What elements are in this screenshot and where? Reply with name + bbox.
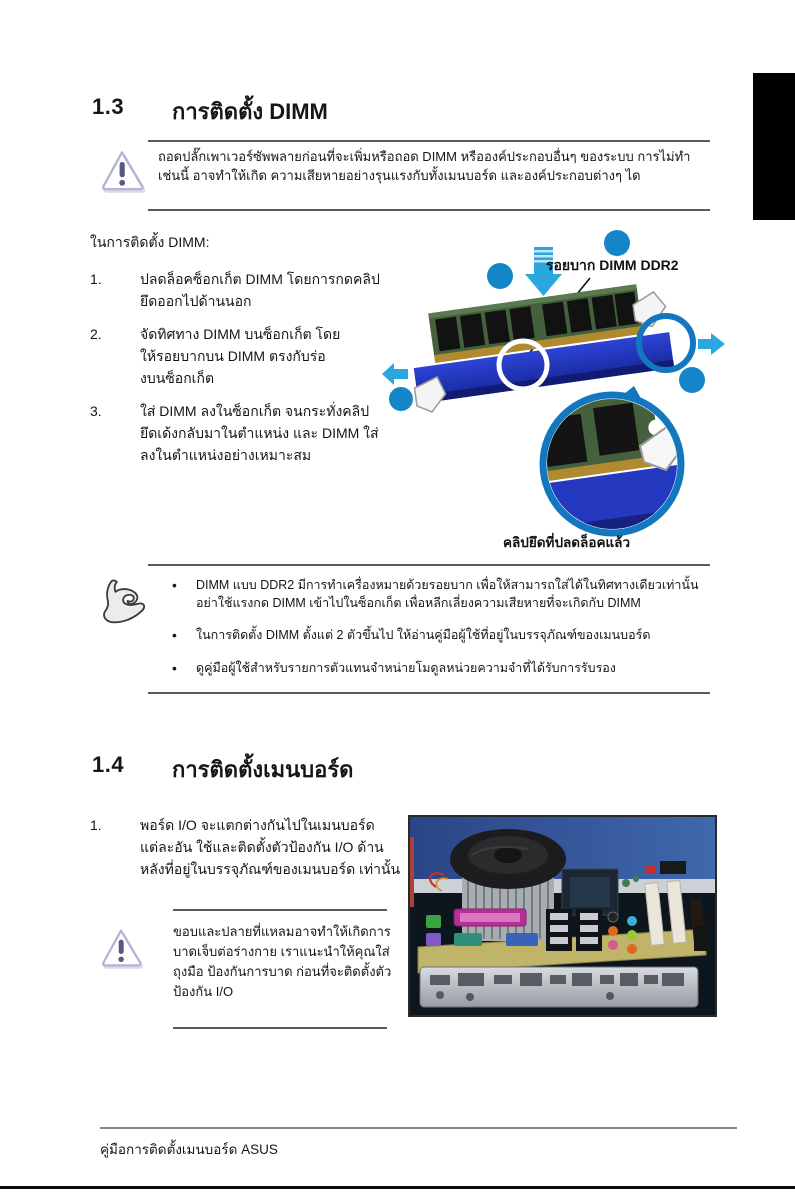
- callout-circle-right: [679, 367, 705, 393]
- warning2-text: ขอบและปลายที่แหลมอาจทำให้เกิดการ บาดเจ็บต่อร่างกาย เราแนะนำให้คุณใส่ถุงมือ ป้องกันการบาด ก่อนที่จะติดตั้งตัวป้องกัน I/O: [173, 924, 392, 999]
- notch-label: รอยบาก DIMM DDR2: [546, 257, 679, 273]
- section-1-3-number: 1.3: [92, 94, 125, 119]
- note-text: ดูคู่มือผู้ใช้สำหรับรายการตัวแทนจำหน่ายโมดูลหน่วยความจำที่ได้รับการรับรอง: [196, 661, 616, 675]
- mobo-steps-list: [90, 814, 410, 891]
- dimm-step-1: [90, 268, 400, 312]
- dimm-steps-intro: ในการติดตั้ง DIMM:: [90, 234, 210, 250]
- warning1-bottom-rule: [148, 209, 710, 211]
- notes-bottom-rule: [148, 692, 710, 694]
- dimm-figure: [382, 222, 727, 562]
- note-item-1: [172, 576, 712, 612]
- note-text: ในการติดตั้ง DIMM ตั้งแต่ 2 ตัวขึ้นไป ให้อ่านคู่มือผู้ใช้ที่อยู่ในบรรจุภัณฑ์ของเมนบอร์ด: [196, 628, 651, 642]
- step-number: 3.: [90, 403, 102, 419]
- warning1-top-rule: [148, 140, 710, 142]
- callout-circle-left-top: [487, 263, 513, 289]
- step-number: 1.: [90, 817, 102, 833]
- notes-list: [172, 576, 712, 692]
- chapter-tab: [753, 73, 795, 220]
- dimm-step-2: [90, 323, 400, 389]
- push-right-arrow-icon: [698, 333, 725, 355]
- figure-caption: คลิปยึดที่ปลดล็อคแล้ว: [503, 535, 631, 550]
- bullet-icon: [172, 576, 196, 612]
- warning2-top-rule: [173, 909, 387, 911]
- push-left-arrow-icon: [382, 363, 408, 385]
- section-1-4-title: การติดตั้งเมนบอร์ด: [172, 757, 354, 782]
- notes-top-rule: [148, 564, 710, 566]
- dimm-steps-list: [90, 268, 400, 477]
- note-hand-icon: [96, 576, 154, 639]
- page-edge-line: [0, 1186, 795, 1189]
- step-text: พอร์ด I/O จะแตกต่างกันไปในเมนบอร์ด แต่ละอัน ใช้และติดตั้งตัวป้องกัน I/O ด้านหลังที่อยู่ในบรรจุภัณฑ์ของเมนบอร์ด เท่านั้น: [140, 817, 401, 877]
- step-text: ใส่ DIMM ลงในซ็อกเก็ต จนกระทั่งคลิปยึดเด้งกลับมาในตำแหน่ง และ DIMM ใส่ ลงในตำแหน่งอย่างเหมาะสม: [140, 403, 379, 463]
- callout-circle-top: [604, 230, 630, 256]
- bullet-icon: [172, 626, 196, 645]
- step-text: ปลดล็อคซ็อกเก็ต DIMM โดยการกดคลิปยึดออกไปด้านนอก: [140, 271, 380, 309]
- note-text: DIMM แบบ DDR2 มีการทำเครื่องหมายด้วยรอยบาก เพื่อให้สามารถใส่ได้ในทิศทางเดียวเท่านั้น อย่าใช้แรงกด DIMM เข้าไปในซ็อกเก็ต เพื่อหลีกเลี่ยงความเสียหายที่จะเกิดกับ DIMM: [196, 578, 699, 610]
- dimm-step-3: [90, 400, 400, 466]
- motherboard-photo: [408, 815, 717, 1017]
- warning2-bottom-rule: [173, 1027, 387, 1029]
- bullet-icon: [172, 659, 196, 678]
- note-item-2: [172, 626, 712, 645]
- step-number: 2.: [90, 326, 102, 342]
- note-item-3: [172, 659, 712, 678]
- warning-icon: [98, 926, 144, 981]
- footer-rule: [100, 1127, 737, 1129]
- step-number: 1.: [90, 271, 102, 287]
- callout-circle-bottom-left: [389, 387, 413, 411]
- warning1-text: ถอดปลั๊กเพาเวอร์ซัพพลายก่อนที่จะเพิ่มหรือถอด DIMM หรือองค์ประกอบอื่นๆ ของระบบ การไม่ทำเช่นนี้ อาจทำให้เกิด ความเสียหายอย่างรุนแรงกับทั้งเมนบอร์ด และองค์ประกอบต่างๆ ได: [158, 149, 691, 183]
- warning-icon: [98, 147, 146, 206]
- step-text: จัดทิศทาง DIMM บนซ็อกเก็ต โดยให้รอยบากบน DIMM ตรงกับร่องบนซ็อกเก็ต: [140, 326, 341, 386]
- section-1-4-number: 1.4: [92, 752, 125, 777]
- section-1-3-title: การติดตั้ง DIMM: [172, 99, 328, 124]
- footer-text: คู่มือการติดตั้งเมนบอร์ด ASUS: [100, 1142, 278, 1157]
- mobo-step-1: [90, 814, 410, 880]
